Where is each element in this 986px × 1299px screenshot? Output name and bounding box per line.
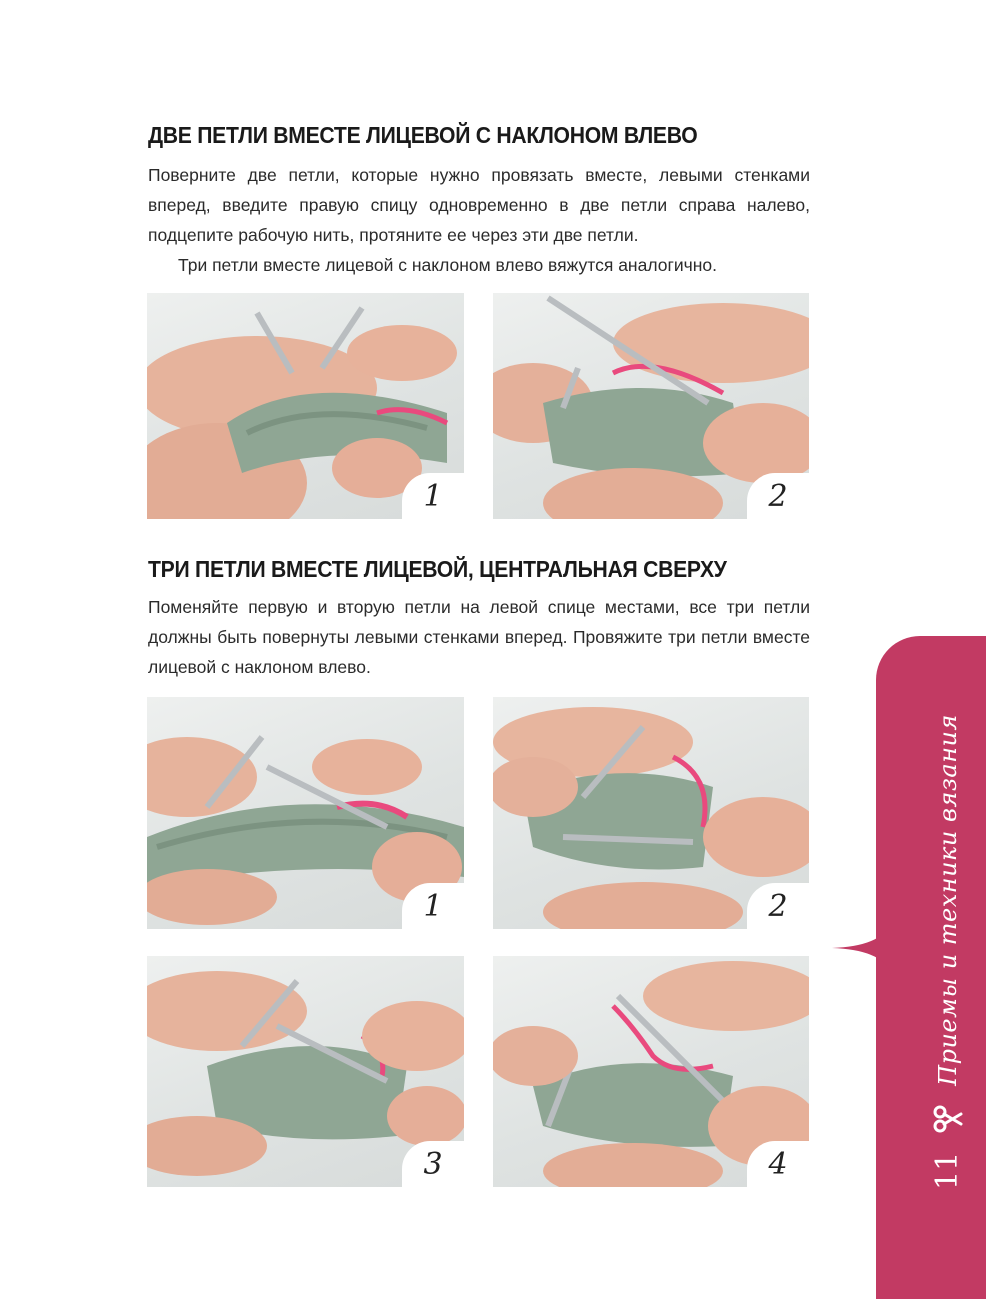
section1-paragraph2: Три петли вместе лицевой с наклоном влево вяжутся аналогично. xyxy=(178,255,717,275)
photo-step-2-1-number: 1 xyxy=(402,883,464,929)
photo-step-2-3 xyxy=(147,956,464,1187)
photo-step-1 xyxy=(147,293,464,519)
photo-step-1-number: 1 xyxy=(402,473,464,519)
photo-step-2-4 xyxy=(493,956,809,1187)
photo-step-2-2 xyxy=(493,697,809,929)
photo-step-2 xyxy=(493,293,809,519)
chapter-title: Приемы и техники вязания xyxy=(933,714,962,1086)
section1-title: ДВЕ ПЕТЛИ ВМЕСТЕ ЛИЦЕВОЙ С НАКЛОНОМ ВЛЕВО xyxy=(148,122,698,148)
photo-step-2-1 xyxy=(147,697,464,929)
page-number: 11 xyxy=(930,1151,965,1190)
photo-step-2-4-number: 4 xyxy=(747,1141,809,1187)
scissors-yarn-icon xyxy=(931,1102,965,1136)
section2-title: ТРИ ПЕТЛИ ВМЕСТЕ ЛИЦЕВОЙ, ЦЕНТРАЛЬНАЯ СВЕРХУ xyxy=(148,556,727,582)
chapter-side-label xyxy=(930,714,965,1190)
photo-step-2-number: 2 xyxy=(747,473,809,519)
chapter-tab-notch xyxy=(832,918,892,978)
photo-step-2-2-number: 2 xyxy=(747,883,809,929)
photo-step-2-3-number: 3 xyxy=(402,1141,464,1187)
section2-paragraph: Поменяйте первую и вторую петли на левой спице местами, все три петли должны быть повернуты левыми стенками вперед. Провяжите три петли вместе лицевой с наклоном влево. xyxy=(148,597,810,677)
section1-paragraph1: Поверните две петли, которые нужно провязать вместе, левыми стенками вперед, введите правую спицу одновременно в две петли справа налево, подцепите рабочую нить, протяните ее через эти две петли. xyxy=(148,165,810,245)
